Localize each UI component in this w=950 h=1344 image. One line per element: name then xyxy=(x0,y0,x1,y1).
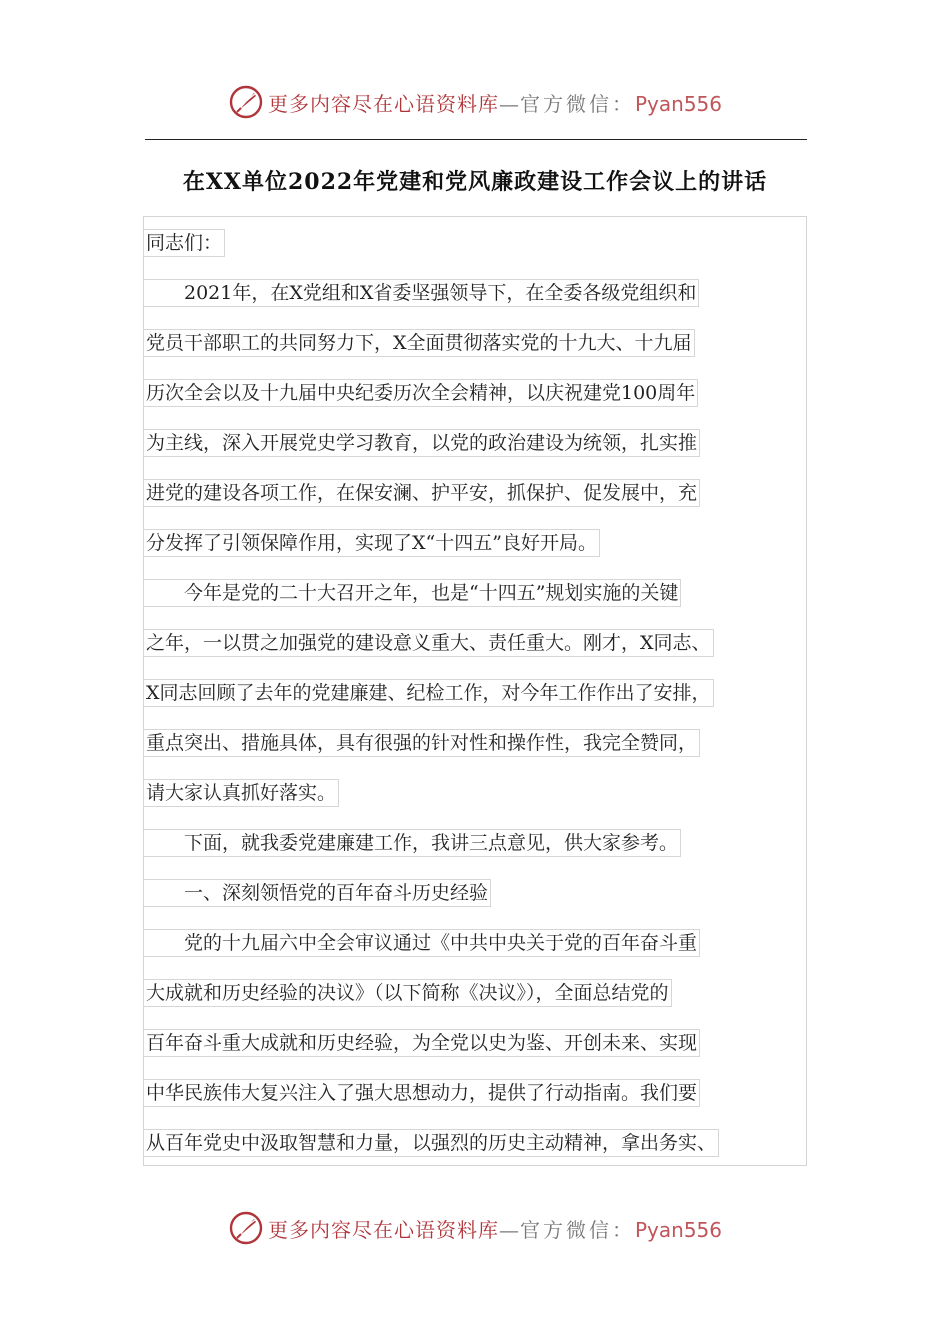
text-line: 中华民族伟大复兴注入了强大思想动力，提供了行动指南。我们要 xyxy=(143,1079,700,1107)
text-line: 请大家认真抓好落实。 xyxy=(143,779,339,807)
wechat-id: Pyan556 xyxy=(634,91,722,116)
official-wechat-label: 官方微信： xyxy=(519,1217,635,1242)
header-divider xyxy=(145,139,807,140)
banner-text xyxy=(268,88,722,117)
header-banner xyxy=(0,82,950,122)
text-line: 分发挥了引领保障作用，实现了X“十四五”良好开局。 xyxy=(143,529,600,557)
text-line: 从百年党史中汲取智慧和力量，以强烈的历史主动精神，拿出务实、 xyxy=(143,1129,719,1157)
text-line: 为主线，深入开展党史学习教育，以党的政治建设为统领，扎实推 xyxy=(143,429,700,457)
banner-dash: — xyxy=(498,91,520,116)
text-line: 百年奋斗重大成就和历史经验，为全党以史为鉴、开创未来、实现 xyxy=(143,1029,700,1057)
text-line: 党员干部职工的共同努力下，X全面贯彻落实党的十九大、十九届 xyxy=(143,329,695,357)
banner-dash: — xyxy=(498,1217,520,1242)
document-title: 在XX单位2022年党建和党风廉政建设工作会议上的讲话 xyxy=(182,169,768,195)
brand-text: 更多内容尽在心语资料库 xyxy=(267,91,499,116)
footer-banner xyxy=(0,1208,950,1248)
text-line: 党的十九届六中全会审议通过《中共中央关于党的百年奋斗重 xyxy=(143,929,700,957)
wechat-id: Pyan556 xyxy=(634,1217,722,1242)
text-line: 下面，就我委党建廉建工作，我讲三点意见，供大家参考。 xyxy=(143,829,681,857)
text-line: 重点突出、措施具体，具有很强的针对性和操作性，我完全赞同， xyxy=(143,729,700,757)
text-line: 之年，一以贯之加强党的建设意义重大、责任重大。刚才，X同志、 xyxy=(143,629,714,657)
text-line: 大成就和历史经验的决议》（以下简称《决议》），全面总结党的 xyxy=(143,979,672,1007)
official-wechat-label: 官方微信： xyxy=(519,91,635,116)
section-heading: 一、深刻领悟党的百年奋斗历史经验 xyxy=(143,879,491,907)
text-line: 历次全会以及十九届中央纪委历次全会精神，以庆祝建党100周年 xyxy=(143,379,698,407)
quill-logo-icon xyxy=(228,84,264,120)
text-line: 进党的建设各项工作，在保安澜、护平安，抓保护、促发展中，充 xyxy=(143,479,700,507)
text-line: 今年是党的二十大召开之年，也是“十四五”规划实施的关键 xyxy=(143,579,681,607)
text-line: 同志们： xyxy=(143,229,225,257)
quill-logo-icon xyxy=(228,1210,264,1246)
text-line: X同志回顾了去年的党建廉建、纪检工作，对今年工作作出了安排， xyxy=(143,679,714,707)
brand-text: 更多内容尽在心语资料库 xyxy=(267,1217,499,1242)
text-line: 2021年，在X党组和X省委坚强领导下，在全委各级党组织和 xyxy=(143,279,699,307)
banner-text xyxy=(268,1214,722,1243)
